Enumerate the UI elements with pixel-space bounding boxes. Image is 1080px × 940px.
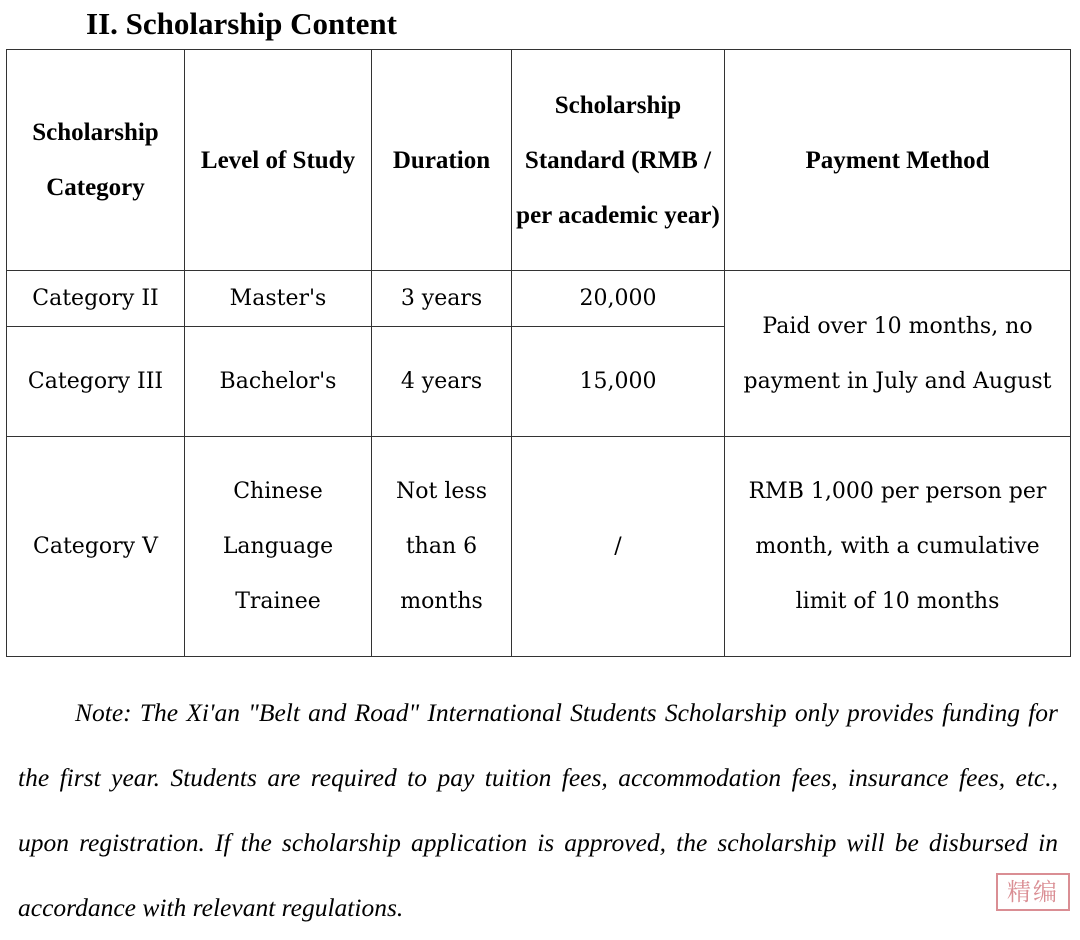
- table-row: [7, 437, 1071, 657]
- note-paragraph: Note: The Xi'an "Belt and Road" International Students Scholarship only provides funding for the first year. Students are required to pay tuition fees, accommodation fees, insurance fees, etc., upon registration. If the scholarship application is approved, the scholarship will be disbursed in accordance with relevant regulations.: [18, 698, 1058, 922]
- cell-level: Chinese Language Trainee: [185, 437, 372, 657]
- cell-standard: 15,000: [512, 327, 725, 437]
- header-standard: Scholarship Standard (RMB / per academic year): [512, 50, 725, 271]
- cell-level: Master's: [185, 271, 372, 327]
- watermark-stamp: 精编: [996, 873, 1070, 911]
- cell-duration: 3 years: [372, 271, 512, 327]
- header-payment: Payment Method: [725, 50, 1071, 271]
- section-title: II. Scholarship Content: [86, 6, 397, 41]
- cell-category: Category III: [7, 327, 185, 437]
- cell-duration: 4 years: [372, 327, 512, 437]
- cell-standard: 20,000: [512, 271, 725, 327]
- table-header-row: [7, 50, 1071, 271]
- cell-payment: RMB 1,000 per person per month, with a cumulative limit of 10 months: [725, 437, 1071, 657]
- scholarship-table: [6, 49, 1071, 657]
- cell-payment-shared: Paid over 10 months, no payment in July and August: [725, 271, 1071, 437]
- cell-category: Category II: [7, 271, 185, 327]
- cell-category: Category V: [7, 437, 185, 657]
- cell-duration: Not less than 6 months: [372, 437, 512, 657]
- table-row: [7, 271, 1071, 327]
- header-category: Scholarship Category: [7, 50, 185, 271]
- cell-standard: /: [512, 437, 725, 657]
- header-level: Level of Study: [185, 50, 372, 271]
- header-duration: Duration: [372, 50, 512, 271]
- cell-level: Bachelor's: [185, 327, 372, 437]
